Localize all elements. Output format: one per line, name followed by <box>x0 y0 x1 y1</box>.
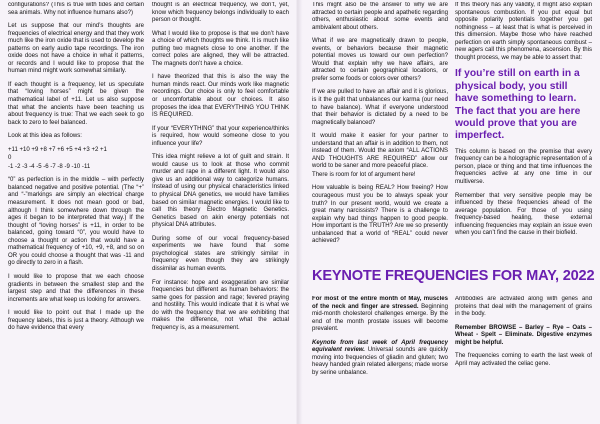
paragraph: There is room for lot of argument here! <box>312 171 416 178</box>
paragraph: What I would like to propose is that we don’t have a choice of which thoughts we think. It is much like putting two magnets close to one another. If the correct poles are aligned, they will be attracted. The magnets don’t have a choice. <box>152 30 289 67</box>
paragraph: “0” as perfection is in the middle – with perfectly balanced negative and positive potential. (The “+” and “-”markings are simply an electrical charge measurement. It does not mean good or bad, although I think somewhere down through the ages it began to be interpreted that way.) If the thought of “loving horses” is +11, in order to be balanced, going toward “0”, you would have to choose a thought or action that would have a mathematical frequency of +10, +9, +8, and so on OR you could choose a thought that was -11 and go directly to zero in a flash. <box>8 177 144 267</box>
paragraph <box>312 296 448 334</box>
column-4 <box>455 2 592 260</box>
paragraph: During some of our vocal frequency-based experiments we have found that some psychological states are strikingly similar in frequency even though they are strikingly dissimilar as human events. <box>152 235 289 272</box>
paragraph <box>312 340 448 378</box>
paragraph: If this theory has any validity, it might also explain spontaneous combustion. If you put equal but opposite polarity potentials together you get nothingness – at least that is what is perceived in this dimension. Maybe those who have reached perfection on earth simply spontaneous combust – new agers call this phenomena, ascension. By this thought process, we may be able to assert that: <box>455 2 592 61</box>
paragraph: I would like to point out that I made up the frequency labels, this is just a theory. Although we do have evidence that every <box>8 310 144 332</box>
paragraph: It would make it easier for your partner to understand that an affair is in addition to them, not instead of them. Would the axiom “ALL ACTIONS AND THOUGHTS ARE REQUIRED” allow our world to be saner and more peaceful place. <box>312 133 448 170</box>
paragraph: How valuable is being REAL? How freeing? How courageous must you be to always speak your truth? In our present world, would we create a great many narcissists? There is a challenge to explain why bad things happen to good people. How important is the TRUTH? Are we so presently unbalanced that a world of “REAL” could never achieved? <box>312 185 448 245</box>
pull-quote: If you’re still on earth in a physical body, you still have something to learn. The fact that you are here would prove that you are imperfect. <box>455 68 581 142</box>
paragraph: This column is based on the premise that every frequency can be a holographic representation of a person, place or thing and that time influences the frequencies active at any one time in our multiverse. <box>455 148 592 185</box>
section-headline: KEYNOTE FREQUENCIES FOR MAY, 2022 <box>312 268 595 284</box>
emphasis-text: EVERYTHING YOU THINK IS REQUIRED. <box>152 104 289 119</box>
paragraph-text: Beginning mid-month cholesterol challenges emerge. By the end of the month prostate issues will become prevalent. <box>312 303 448 333</box>
paragraph: If your “EVERYTHING” that your experience/thinks is required, how would someone close to you influence your life? <box>152 125 289 147</box>
column-6 <box>455 296 592 422</box>
paragraph: Antibodies are activated along with genes and proteins that deal with the management of grains in the body. <box>455 296 592 318</box>
paragraph: I would like to propose that we each choose gradients in between the smallest step and the largest step and that the differences in these increments are what keep us looking for answers. <box>8 273 144 303</box>
emphasis-text: Keynote from last week of April frequency equivalent review. <box>312 339 448 354</box>
paragraph: If we are pulled to have an affair and it is glorious, is it the guilt that unbalances our karma (our need to have balance). What if everyone understood that their behavior is dictated by a need to be magnetically balanced? <box>312 89 448 126</box>
paragraph: Look at this idea as follows: <box>8 133 82 140</box>
paragraph: The frequencies coming to earth the last week of April may activated the celiac gene. <box>455 353 592 367</box>
column-2 <box>152 2 289 422</box>
paragraph-text: Universal sounds are quickly moving into frequencies of gliadin and gluten; two heavy handed grain related allergens; made worse by serine unbalance. <box>312 347 448 376</box>
emphasis-paragraph: Remember BROWSE – Barley – Rye – Oats – Wheat - Spelt – Eliminate. Digestive enzymes might be helpful. <box>455 324 592 346</box>
paragraph-text: I have theorized that this is also the way the human minds react. Our minds work like magnetic recordings. Our choice is only to feel comfortable or uncomfortable about our choices. It also proposes the idea that <box>152 74 289 111</box>
paragraph <box>152 74 289 119</box>
column-1 <box>8 2 144 422</box>
column-5 <box>312 296 448 422</box>
paragraph: This idea might relieve a lot of guilt and strain. It would cause us to look at those who commit murder and rape in a different light. It would also give us an additional way to categorize humans. Instead of using our physical characteristics linked to physical DNA genetics, we would have families based on similar magnetic energies. I would like to call this theory Electro Magnetic Genetics. Genetics based on akin energy potentials not physical DNA attributes. <box>152 154 289 229</box>
paragraph: If each thought is a frequency, let us speculate that “loving horses” might be given the mathematical label of +11. Let us also suppose that what the ancients have been teaching us about frequency is true: That we each seek to go back to zero to feel balanced. <box>8 81 144 126</box>
paragraph: For instance: hope and exaggeration are similar frequencies but different as human behaviors: the same goes for passion and rage; fevered praying and hostility. This would indicate that it is what we do with the frequency that we are exhibiting that makes the difference, not what the actual frequency is, as a measurement. <box>152 279 289 331</box>
frequency-scale-zero: 0 <box>8 155 12 162</box>
frequency-scale-positive: +11 +10 +9 +8 +7 +6 +5 +4 +3 +2 +1 <box>8 146 107 153</box>
paragraph: thought is an electrical frequency, we don’t, yet, know which frequency belongs individually to each person or thought. <box>152 2 289 24</box>
emphasis-text: For most of the entire month of May, muscles of the neck and finger are stressed. <box>312 296 448 310</box>
paragraph: What if we are magnetically drawn to people, events, or behaviors because their magnetic potential moves us toward our own perfection? Would that explain why we have affairs, are attracted to certain geographical locations, or prefer some foods or colors over others? <box>312 38 448 82</box>
paragraph: This might also be the answer to why we are attracted to certain people and apathetic regarding others, enthusiastic about some events and ambivalent about others. <box>312 2 448 31</box>
paragraph: Let us suppose that our mind’s thoughts are frequencies of electrical energy and that they work much like the iron oxide that is used to develop the patterns on early audio tape recordings. The iron oxide does not have a choice in what it patterns, or records and I would like to propose that the human mind might work somewhat similarly. <box>8 23 144 75</box>
column-3 <box>312 2 448 260</box>
paragraph: Remember that very sensitive people may be influenced by these frequencies ahead of the average population. For those of you using frequency-based healing, these external influencing frequencies may explain an issue even when you can’t find the cause in their biofield. <box>455 192 592 237</box>
paragraph: configurations? (This is true with tides and certain sea animals. Why not influence humans also?) <box>8 2 144 16</box>
frequency-scale-negative: -1 -2 -3 -4 -5 -6 -7 -8 -9 -10 -11 <box>8 163 91 170</box>
